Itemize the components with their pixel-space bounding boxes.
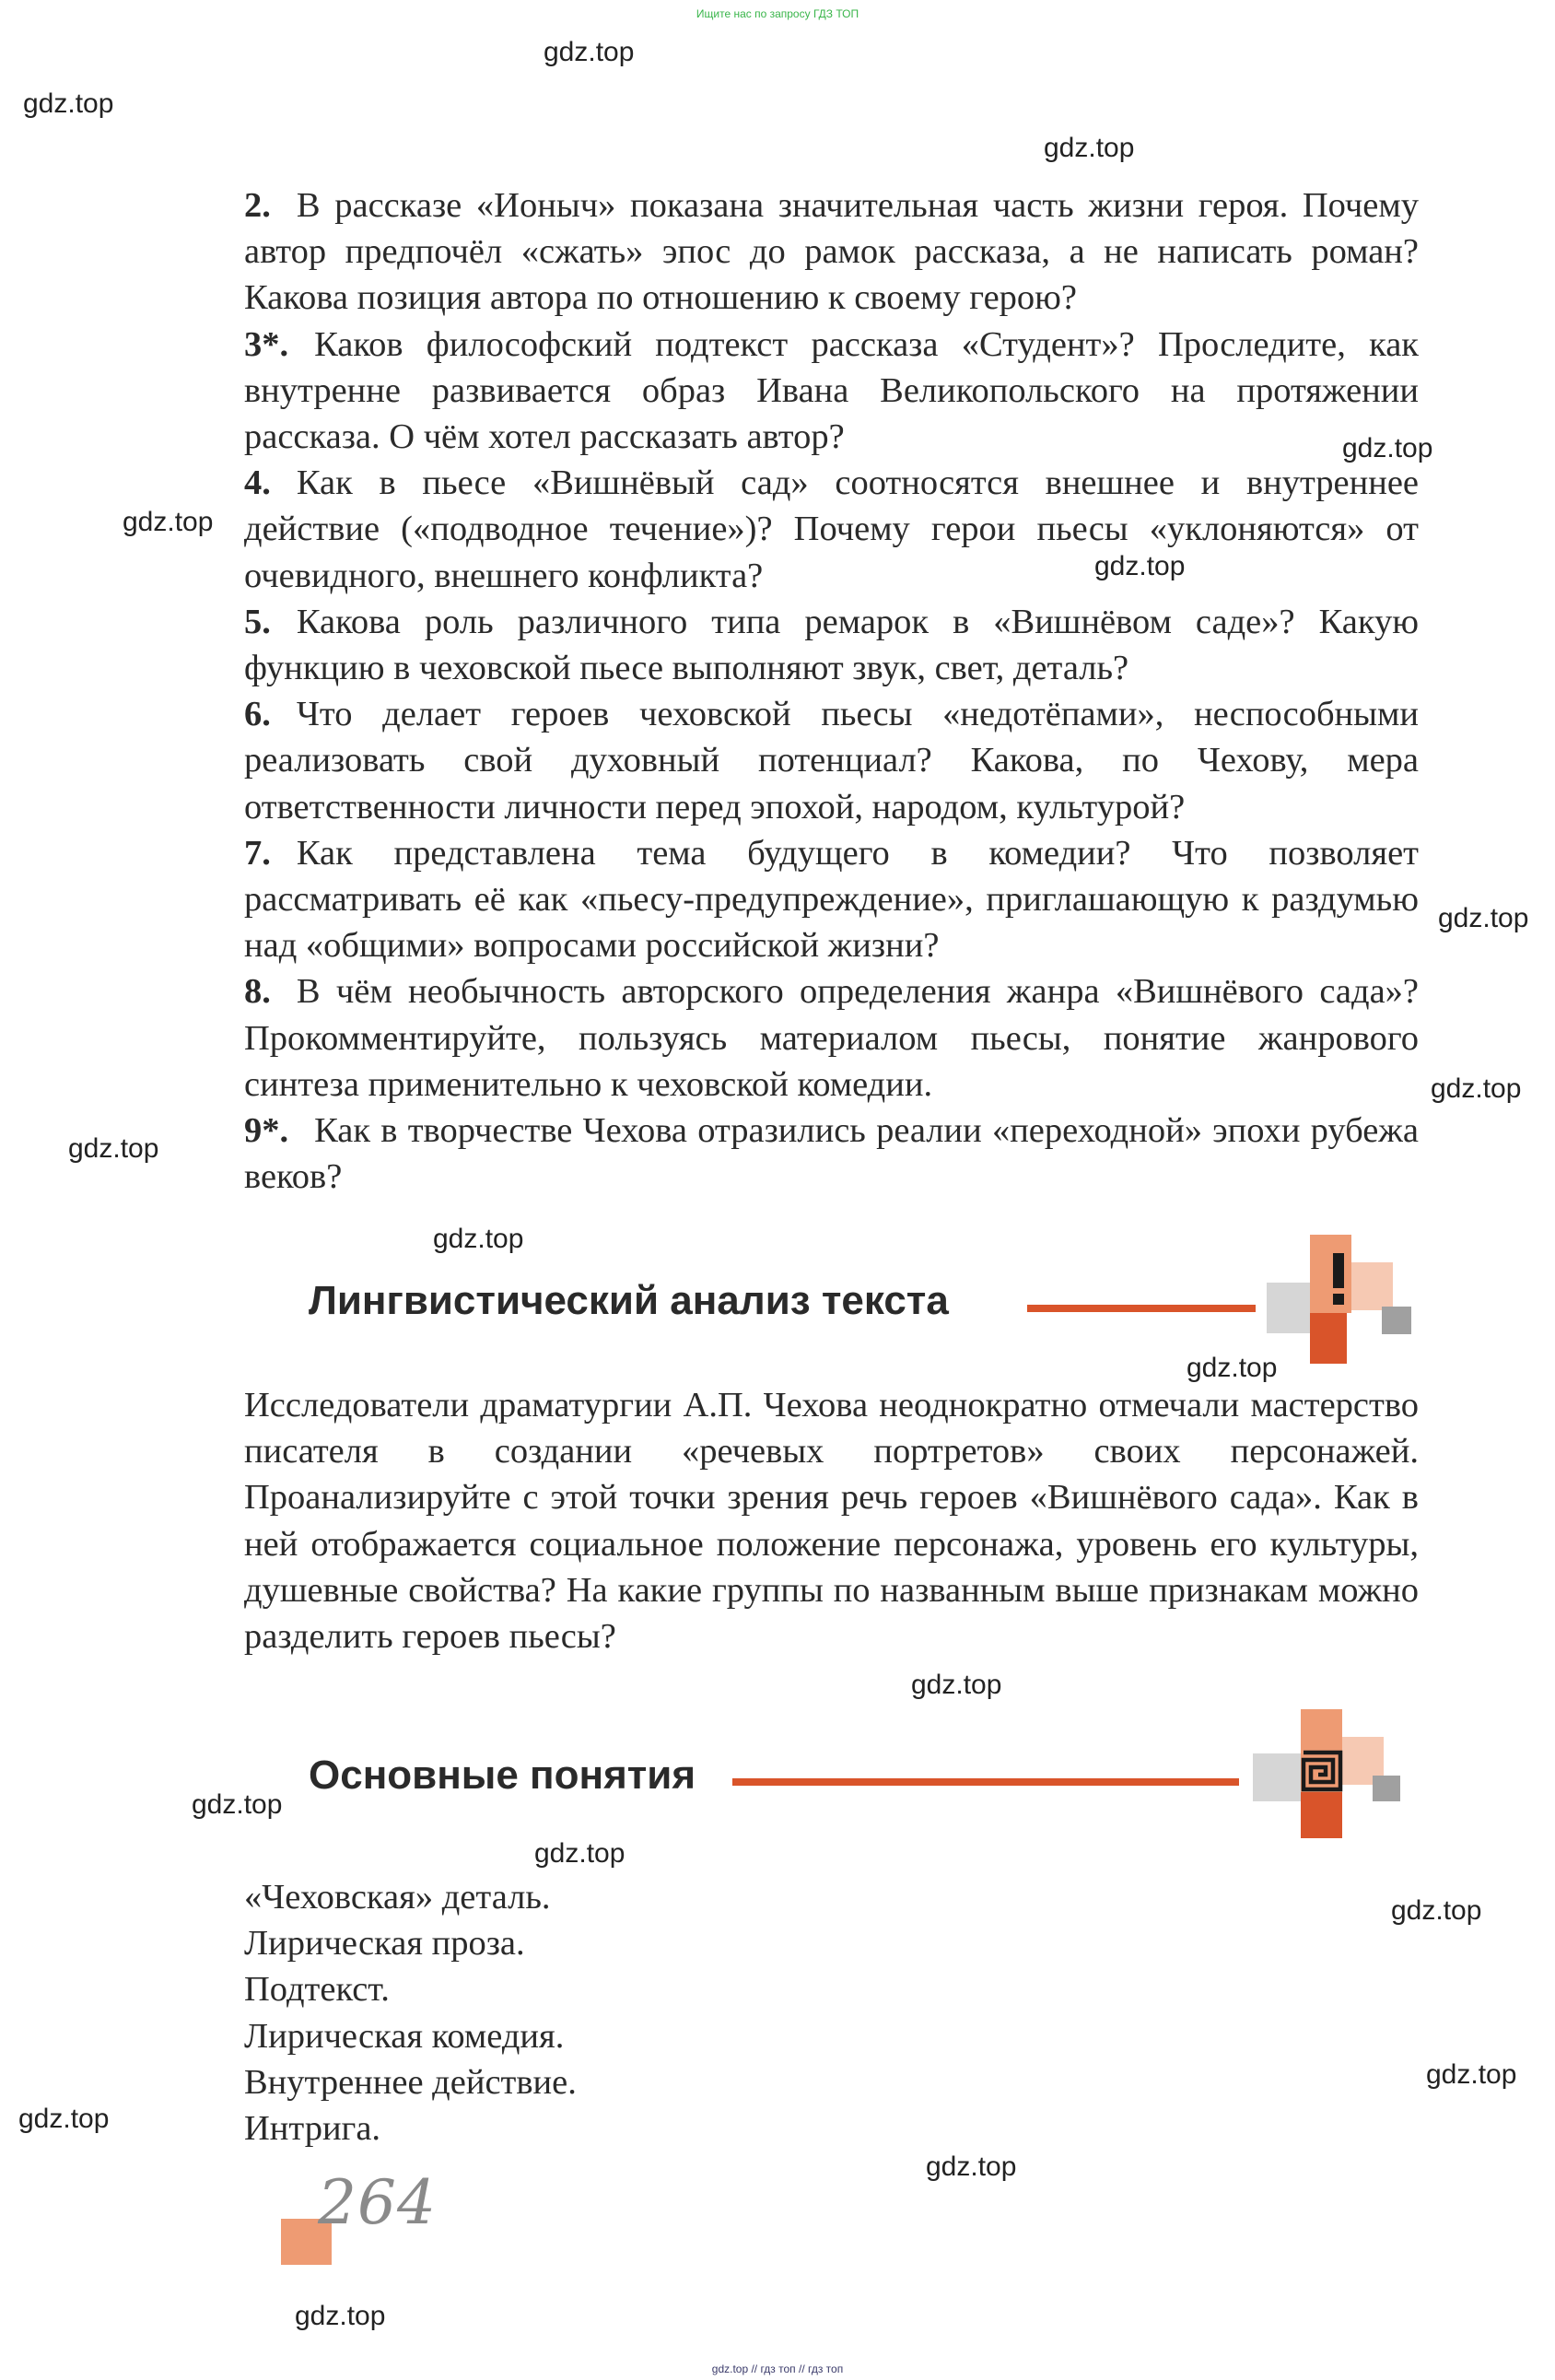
watermark: gdz.top (192, 1789, 283, 1820)
watermark: gdz.top (23, 88, 114, 119)
question-number: 6. (244, 695, 271, 734)
question-text: Как в пьесе «Вишнёвый сад» соотносятся внешнее и внутреннее действие («подводное течение»)? Почему герои пьесы «уклоняются» от очевидного, внешнего конфликта? (244, 463, 1419, 595)
concept-item: Внутреннее действие. (244, 2062, 577, 2102)
watermark: gdz.top (1187, 1353, 1278, 1383)
watermark: gdz.top (18, 2104, 110, 2134)
page-number: 264 (318, 2167, 437, 2238)
footer-note: gdz.top // гдз топ // гдз топ (711, 2362, 844, 2375)
question-number: 5. (244, 602, 271, 641)
concepts-heading-rule (732, 1778, 1239, 1786)
concept-item: «Чеховская» деталь. (244, 1878, 551, 1917)
question-item (244, 182, 1419, 322)
watermark: gdz.top (926, 2151, 1017, 2182)
concept-item: Подтекст. (244, 1970, 390, 2010)
question-item (244, 599, 1419, 691)
question-item (244, 322, 1419, 461)
watermark: gdz.top (295, 2301, 386, 2331)
watermark: gdz.top (911, 1670, 1002, 1700)
watermark: gdz.top (68, 1133, 159, 1164)
linguistic-text: Исследователи драматургии А.П. Чехова неоднократно отмечали мастерство писателя в создании «речевых портретов» своих персонажей. Проанализируйте с этой точки зрения речь героев «Вишнёвого сада». Как в ней отображается социальное положение персонажа, уровень его культуры, душевные свойства? На какие группы по названным выше признакам можно разделить героев пьесы? (244, 1386, 1419, 1657)
question-text: Как представлена тема будущего в комедии? Что позволяет рассматривать её как «пьесу-предупреждение», приглашающую к раздумью над «общими» вопросами российской жизни? (244, 833, 1419, 966)
question-text: В рассказе «Ионыч» показана значительная часть жизни героя. Почему автор предпочёл «сжать» эпос до рамок рассказа, а не написать роман? Какова позиция автора по отношению к своему герою? (244, 186, 1419, 318)
linguistic-heading: Лингвистический анализ текста (309, 1278, 949, 1323)
concept-item: Интрига. (244, 2109, 381, 2149)
watermark: gdz.top (433, 1224, 524, 1254)
watermark: gdz.top (1426, 2059, 1517, 2090)
concepts-heading: Основные понятия (309, 1753, 696, 1798)
concept-item: Лирическая комедия. (244, 2016, 565, 2056)
watermark: gdz.top (1044, 133, 1135, 163)
question-number: 3*. (244, 324, 289, 364)
question-text: Каков философский подтекст рассказа «Студент»? Проследите, как внутренне развивается образ Ивана Великопольского на протяжении рассказа. О чём хотел рассказать автор? (244, 324, 1419, 457)
concept-item: Лирическая проза. (244, 1924, 525, 1964)
watermark: gdz.top (123, 507, 214, 537)
watermark: gdz.top (1342, 433, 1433, 463)
questions-list (244, 182, 1419, 1200)
watermark: gdz.top (1094, 551, 1186, 581)
question-item (244, 460, 1419, 599)
question-item (244, 1108, 1419, 1200)
header-note: Ищите нас по запросу ГДЗ ТОП (696, 7, 859, 20)
question-number: 9*. (244, 1111, 289, 1151)
exclamation-icon (1267, 1235, 1414, 1364)
question-text: В чём необычность авторского определения жанра «Вишнёвого сада»? Прокомментируйте, пользуясь материалом пьесы, понятие жанрового синтеза применительно к чеховской комедии. (244, 972, 1419, 1104)
concepts-list (244, 1874, 577, 2151)
question-item (244, 968, 1419, 1108)
question-text: Какова роль различного типа ремарок в «Вишнёвом саде»? Какую функцию в чеховской пьесе выполняют звук, свет, деталь? (244, 602, 1419, 688)
question-number: 2. (244, 186, 271, 225)
question-text: Как в творчестве Чехова отразились реалии «переходной» эпохи рубежа веков? (244, 1111, 1419, 1197)
watermark: gdz.top (534, 1838, 626, 1869)
watermark: gdz.top (1438, 903, 1529, 933)
watermark: gdz.top (1391, 1895, 1482, 1926)
watermark: gdz.top (1431, 1073, 1522, 1104)
watermark: gdz.top (544, 37, 635, 67)
question-number: 4. (244, 463, 271, 503)
question-number: 7. (244, 833, 271, 873)
question-item (244, 691, 1419, 830)
question-text: Что делает героев чеховской пьесы «недотёпами», неспособными реализовать свой духовный потенциал? Какова, по Чехову, мера ответственности личности перед эпохой, народом, культурой? (244, 695, 1419, 827)
question-number: 8. (244, 972, 271, 1012)
question-item (244, 830, 1419, 969)
linguistic-heading-rule (1027, 1305, 1256, 1312)
spiral-square-icon (1253, 1709, 1400, 1838)
